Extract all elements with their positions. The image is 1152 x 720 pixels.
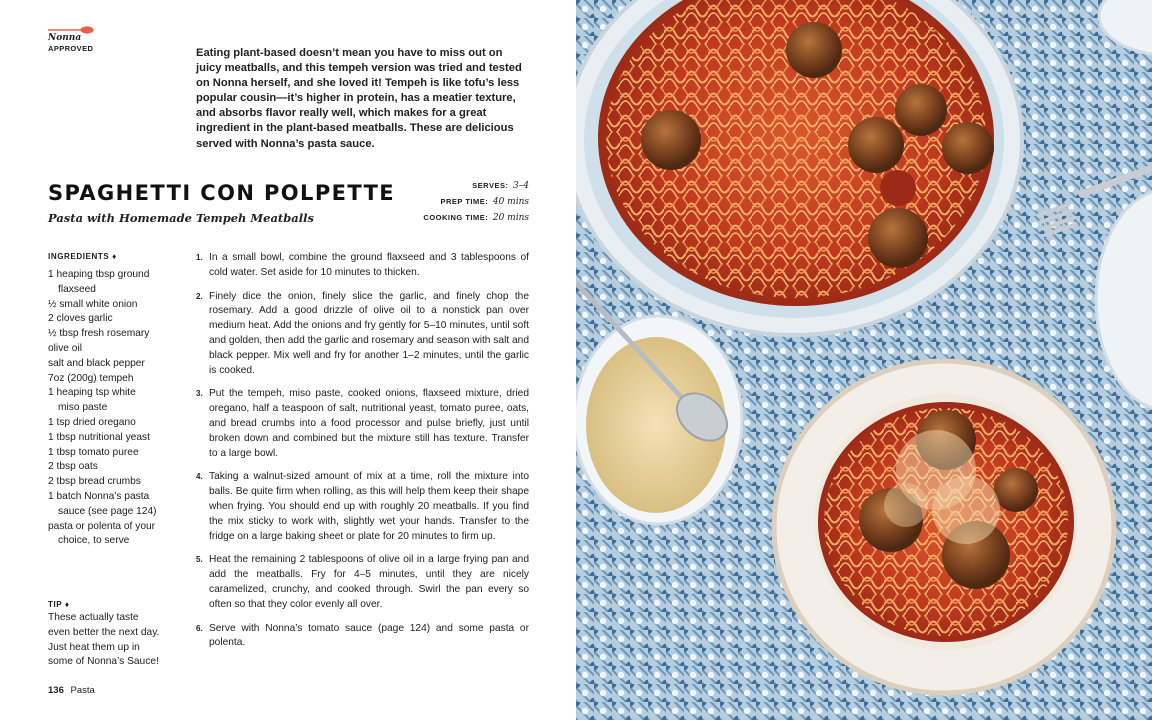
ingredient-item xyxy=(48,520,168,550)
ingredient-text: salt and black pepper xyxy=(48,357,145,369)
step-text: Put the tempeh, miso paste, cooked onions, flaxseed mixture, dried oregano, half a teaspoon of salt, nutritional yeast, tomato puree, oats, and bread crumbs into a food processor and pulse briefly, just until broken down and combined but the mixture still has texture. Transfer to a large bowl. xyxy=(209,388,529,459)
step-number: 3. xyxy=(196,389,203,399)
ingredient-text-cont: miso paste xyxy=(58,402,108,414)
section-name: Pasta xyxy=(70,685,95,696)
step-number: 1. xyxy=(196,253,203,262)
step-text: In a small bowl, combine the ground flaxseed and 3 tablespoons of cold water. Set aside for 10 minutes to thicken. xyxy=(209,252,529,278)
ingredient-item xyxy=(48,268,168,298)
ingredient-text: ½ tbsp fresh rosemary xyxy=(48,328,150,340)
cook-value: 20 mins xyxy=(492,213,529,223)
ingredient-text: 1 tsp dried oregano xyxy=(48,416,136,428)
ingredient-text: 1 heaping tbsp ground xyxy=(48,269,150,280)
recipe-title: SPAGHETTI CON POLPETTE xyxy=(48,181,396,205)
ingredient-item xyxy=(48,431,168,446)
method-step xyxy=(196,470,529,544)
ingredient-item xyxy=(48,446,168,461)
ingredient-text: pasta or polenta of your xyxy=(48,520,156,532)
ingredient-item xyxy=(48,475,168,490)
ingredient-item xyxy=(48,357,168,372)
badge-approved-text: APPROVED xyxy=(48,44,94,53)
tip-text: These actually taste even better the next day. Just heat them up in some of Nonna’s Sauce! xyxy=(48,612,160,668)
ingredient-text: ½ small white onion xyxy=(48,298,138,310)
method-steps xyxy=(196,251,529,660)
ingredient-text: 1 heaping tsp white xyxy=(48,387,136,399)
ingredient-text-cont: choice, to serve xyxy=(58,535,130,547)
ingredient-item xyxy=(48,312,168,327)
ingredients-list xyxy=(48,268,168,549)
meatball xyxy=(880,170,916,206)
recipe-subtitle: Pasta with Homemade Tempeh Meatballs xyxy=(48,211,314,225)
ingredient-text-cont: flaxseed xyxy=(58,283,96,295)
ingredient-text: 1 tbsp tomato puree xyxy=(48,446,139,458)
step-number: 5. xyxy=(196,555,203,565)
meatball xyxy=(786,22,842,78)
step-number: 4. xyxy=(196,472,203,482)
ingredients-header: INGREDIENTS ♦ xyxy=(48,252,117,261)
meatball xyxy=(641,110,701,170)
page-number: 136 xyxy=(48,685,64,696)
step-number: 2. xyxy=(196,291,203,301)
serves-value: 3–4 xyxy=(513,181,529,191)
nonna-approved-badge xyxy=(48,26,108,56)
ingredient-text: 2 cloves garlic xyxy=(48,313,113,325)
ingredient-item xyxy=(48,342,168,357)
meatball xyxy=(994,468,1038,512)
food-photo xyxy=(576,0,1152,720)
ingredient-text: olive oil xyxy=(48,342,82,354)
meta-cook xyxy=(423,210,529,226)
ingredient-item xyxy=(48,298,168,313)
tip-header: TIP ♦ xyxy=(48,600,70,609)
ingredient-text-cont: sauce (see page 124) xyxy=(58,505,157,517)
ingredient-item xyxy=(48,416,168,431)
meatball xyxy=(942,122,994,174)
step-text: Serve with Nonna’s tomato sauce (page 124) and some pasta or polenta. xyxy=(209,622,529,649)
prep-value: 40 mins xyxy=(492,197,529,207)
method-step xyxy=(196,290,529,379)
ingredient-item xyxy=(48,460,168,475)
step-number: 6. xyxy=(196,623,203,633)
ingredient-item xyxy=(48,327,168,342)
ingredient-item xyxy=(48,386,168,416)
step-text: Finely dice the onion, finely slice the garlic, and finely chop the rosemary. Add a good drizzle of olive oil to a nonstick pan over medium heat. Add the onions and fry gently for 5–10 minutes, until soft and golden, then add the garlic and rosemary and season with salt and black pepper. Mix well and fry for another 1–2 minutes, until the garlic is cooked. xyxy=(209,290,529,376)
method-step xyxy=(196,553,529,612)
cook-label: COOKING TIME: xyxy=(423,213,489,222)
intro-paragraph: Eating plant-based doesn’t mean you have to miss out on juicy meatballs, and this tempeh version was tried and tested on Nonna herself, and she loved it! Tempeh is like tofu’s less popular cousin—it’s higher in protein, has a meatier texture, and absorbs flavor really well, which makes for a great ingredient in the plant-based meatballs. These are delicious served with Nonna’s pasta sauce. xyxy=(196,47,522,150)
ingredient-text: 2 tbsp oats xyxy=(48,461,98,473)
step-text: Taking a walnut-sized amount of mix at a time, roll the mixture into balls. Be quite firm when rolling, as this will help them keep their shape when frying. You should end up with roughly 20 meatballs. If you find the mix sticky to work with, slightly wet your hands. Transfer to the fridge on a large baking sheet or plate for 20 minutes to firm up. xyxy=(209,471,529,542)
meta-serves xyxy=(423,178,529,194)
method-step xyxy=(196,387,529,461)
ingredient-text: 1 batch Nonna’s pasta xyxy=(48,490,150,502)
photo-illustration xyxy=(576,0,1152,720)
meta-prep xyxy=(423,194,529,210)
method-step xyxy=(196,251,529,281)
meatball xyxy=(895,84,947,136)
page-folio xyxy=(48,685,95,696)
meatball xyxy=(848,117,904,173)
meatball xyxy=(868,208,928,268)
ingredient-item xyxy=(48,372,168,387)
badge-nonna-text: Nonna xyxy=(48,33,82,43)
method-step xyxy=(196,622,529,652)
serves-label: SERVES: xyxy=(472,181,509,190)
prep-label: PREP TIME: xyxy=(440,197,489,206)
recipe-meta xyxy=(423,178,529,226)
step-text: Heat the remaining 2 tablespoons of olive oil in a large frying pan and add the meatballs. Fry for 4–5 minutes, until they are nicely caramelized, crunchy, and cooked through. Swirl the pan every so often so that they color evenly all over. xyxy=(209,554,529,610)
ingredient-item xyxy=(48,490,168,520)
side-plate xyxy=(1096,190,1152,410)
ingredient-text: 7oz (200g) tempeh xyxy=(48,372,134,384)
ingredient-text: 1 tbsp nutritional yeast xyxy=(48,431,150,443)
ingredient-text: 2 tbsp bread crumbs xyxy=(48,476,141,488)
